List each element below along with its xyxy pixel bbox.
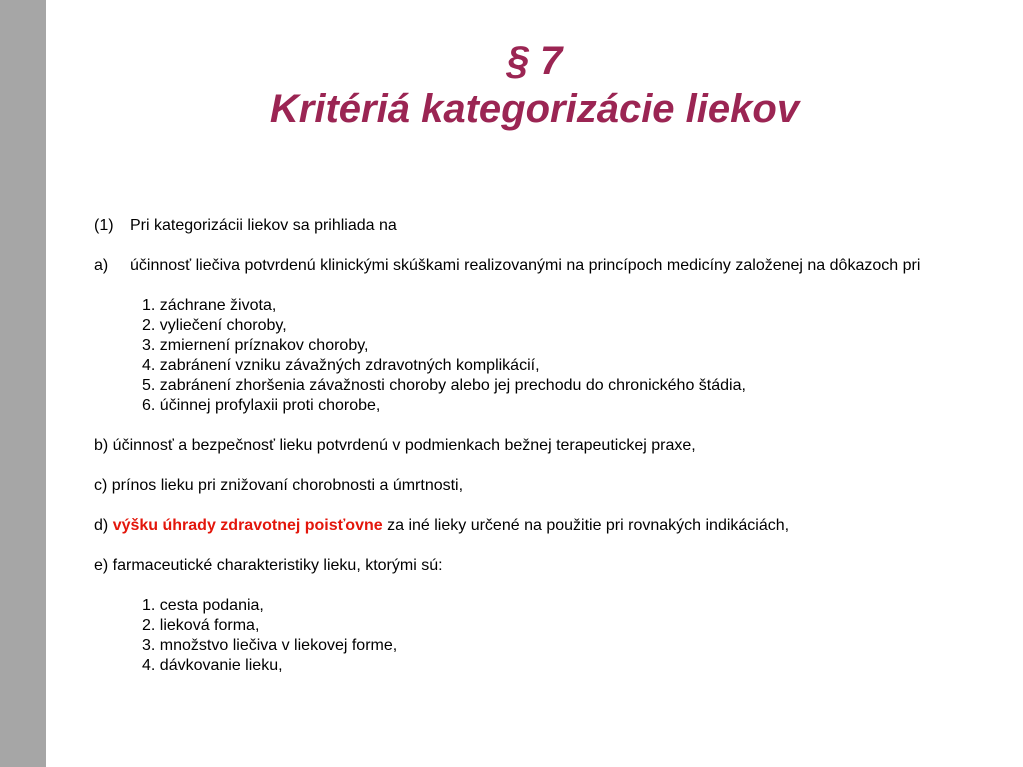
intro-marker: (1) <box>94 217 114 234</box>
title-heading: Kritériá kategorizácie liekov <box>269 87 800 131</box>
slide-title <box>46 37 1023 133</box>
intro-text: Pri kategorizácii liekov sa prihliada na <box>130 217 397 234</box>
list-item: 4. zabránení vzniku závažných zdravotných komplikácií, <box>142 357 540 374</box>
list-item: 3. zmiernení príznakov choroby, <box>142 337 369 354</box>
intro-line <box>94 216 974 236</box>
item-d-text: za iné lieky určené na použitie pri rovnakých indikáciách, <box>387 517 790 534</box>
item-d <box>94 516 974 536</box>
item-d-highlight: výšku úhrady zdravotnej poisťovne <box>112 517 383 534</box>
item-a-text: účinnosť liečiva potvrdenú klinickými skúškami realizovanými na princípoch medicíny založenej na dôkazoch pri <box>130 257 921 274</box>
list-item: 3. množstvo liečiva v liekovej forme, <box>142 637 398 654</box>
item-c: c) prínos lieku pri znižovaní chorobnosti a úmrtnosti, <box>94 477 464 494</box>
item-a <box>94 256 974 276</box>
item-e-sublist <box>94 596 974 676</box>
title-paragraph-number: § 7 <box>506 39 563 83</box>
item-d-marker: d) <box>94 517 109 534</box>
item-a-marker: a) <box>94 257 109 274</box>
slide-content <box>94 216 974 676</box>
list-item: 4. dávkovanie lieku, <box>142 657 283 674</box>
item-a-sublist <box>94 296 974 416</box>
list-item: 5. zabránení zhoršenia závažnosti choroby alebo jej prechodu do chronického štádia, <box>142 377 746 394</box>
list-item: 6. účinnej profylaxii proti chorobe, <box>142 397 381 414</box>
item-e: e) farmaceutické charakteristiky lieku, ktorými sú: <box>94 557 443 574</box>
list-item: 2. lieková forma, <box>142 617 260 634</box>
list-item: 1. cesta podania, <box>142 597 264 614</box>
list-item: 2. vyliečení choroby, <box>142 317 287 334</box>
list-item: 1. záchrane života, <box>142 297 277 314</box>
item-b: b) účinnosť a bezpečnosť lieku potvrdenú v podmienkach bežnej terapeutickej praxe, <box>94 437 696 454</box>
left-sidebar-bar <box>0 0 46 767</box>
